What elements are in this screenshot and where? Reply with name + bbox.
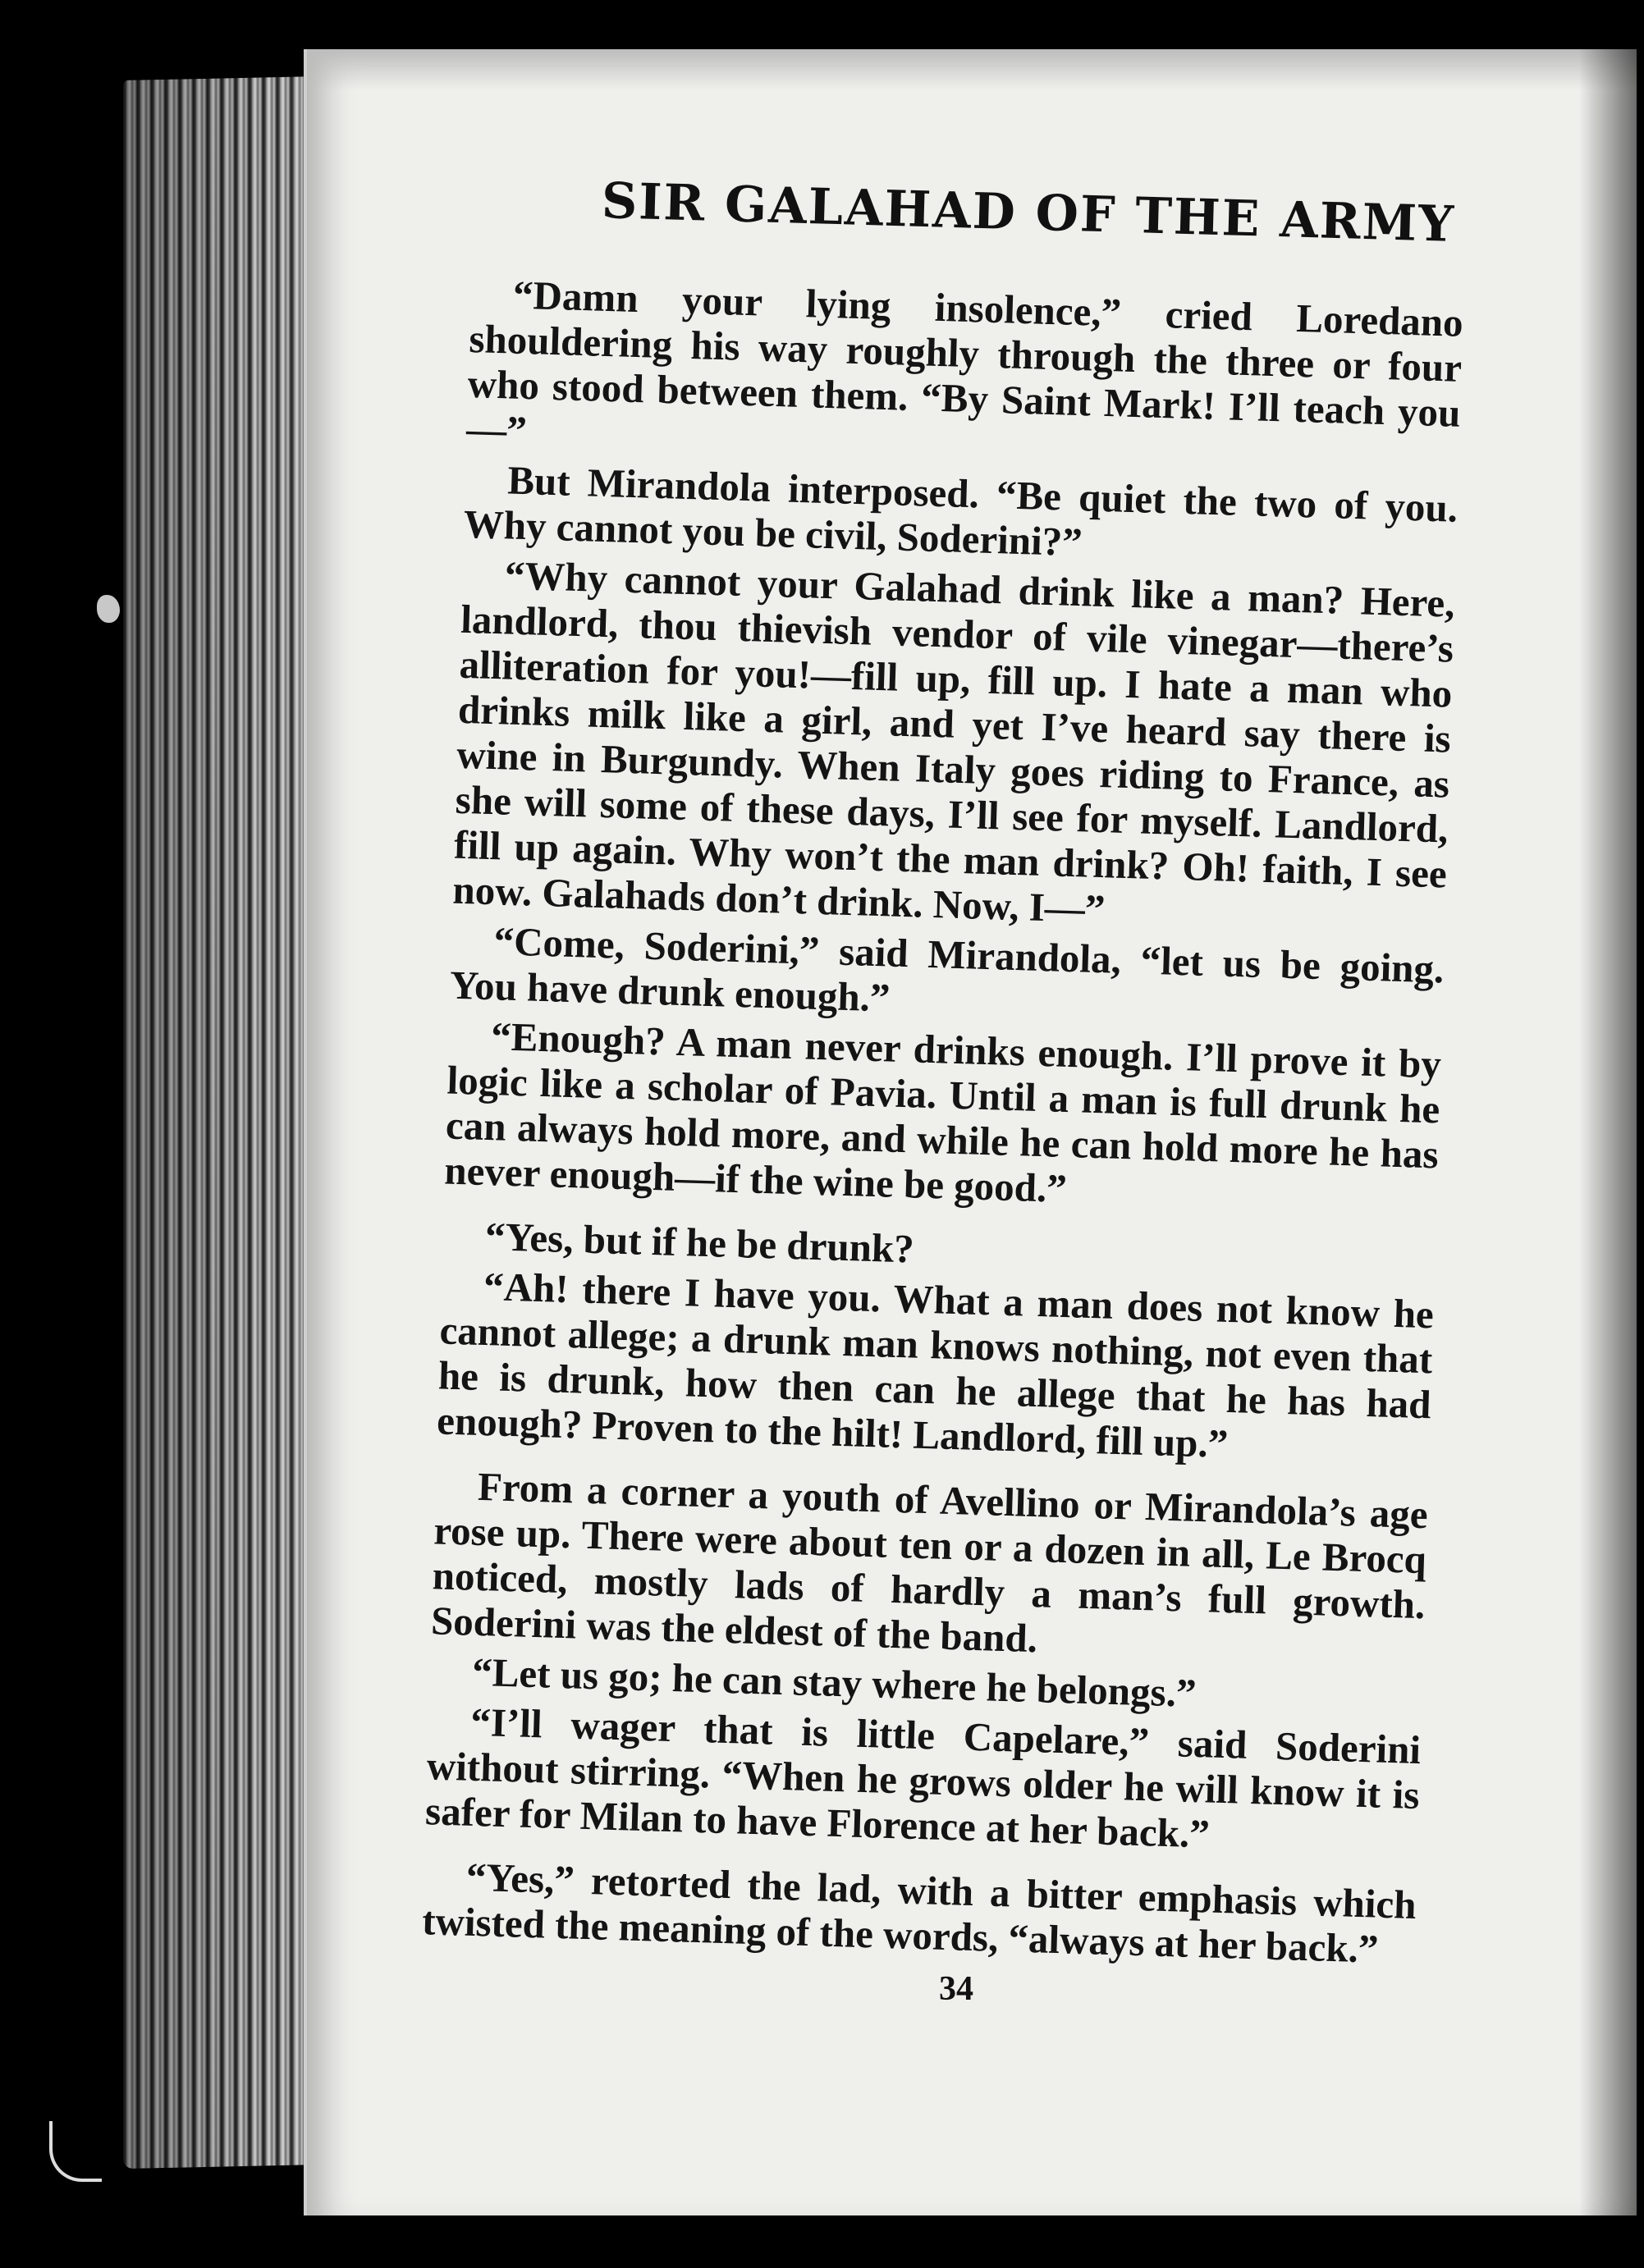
paragraph: “Come, Soderini,” said Mirandola, “let us be going. You have drunk enough.” — [449, 918, 1445, 1021]
page-number: 34 — [939, 1970, 973, 2008]
page-top-shadow — [307, 49, 1637, 90]
paragraph: “Enough? A man never drinks enough. I’ll prove it by logic like a scholar of Pavia. Until a man is full drunk he can always hold more, and while he can hold more he has never enough—if the wine be good.” — [443, 1013, 1442, 1212]
body-text — [421, 271, 1463, 1978]
paragraph: “Ah! there I have you. What a man does not know he cannot allege; a drunk man knows nothing, not even that he is drunk, how then can he allege that he has had enough? Proven to the hilt! Landlord, fill up.” — [436, 1264, 1435, 1466]
paragraph: “Damn your lying insolence,” cried Loredano shouldering his way roughly through the three or four who stood between them. “By Saint Mark! I’ll teach you—” — [465, 272, 1464, 454]
book-page — [304, 49, 1637, 2215]
paragraph: “Yes, but if he be drunk? — [484, 1214, 915, 1272]
paragraph: “I’ll wager that is little Capelare,” said Soderini without stirring. “When he grows older he will know it is safer for Milan to have Florence at her back.” — [424, 1699, 1422, 1857]
paragraph: “Let us go; he can stay where he belongs.” — [471, 1648, 1198, 1716]
scan-artifact-hook — [49, 2121, 102, 2182]
paragraph: “Yes,” retorted the lad, with a bitter emphasis which twisted the meaning of the words, “always at her back.” — [421, 1854, 1417, 1972]
paragraph: But Mirandola interposed. “Be quiet the two of you. Why cannot you be civil, Soderini?” — [463, 457, 1459, 565]
paragraph: “Why cannot your Galahad drink like a man? Here, landlord, thou thievish vendor of vile vinegar—there’s alliteration for you!—fill up, fill up. I hate a man who drinks milk like a girl, and yet I’ve heard say there is wine in Burgundy. When Italy goes riding to France, as she will some of these days, I’ll see for myself. Landlord, fill up again. Why won’t the man drink? Oh! faith, I see now. Galahads don’t drink. Now, I—” — [451, 552, 1456, 932]
scan-artifact-mark — [97, 595, 120, 623]
paragraph: From a corner a youth of Avellino or Mirandola’s age rose up. There were about ten or a dozen in all, Le Brocq noticed, mostly lads of hardly a man’s full growth. Soderini was the eldest of the band. — [430, 1463, 1429, 1662]
running-head: SIR GALAHAD OF THE ARMY — [601, 172, 1456, 254]
